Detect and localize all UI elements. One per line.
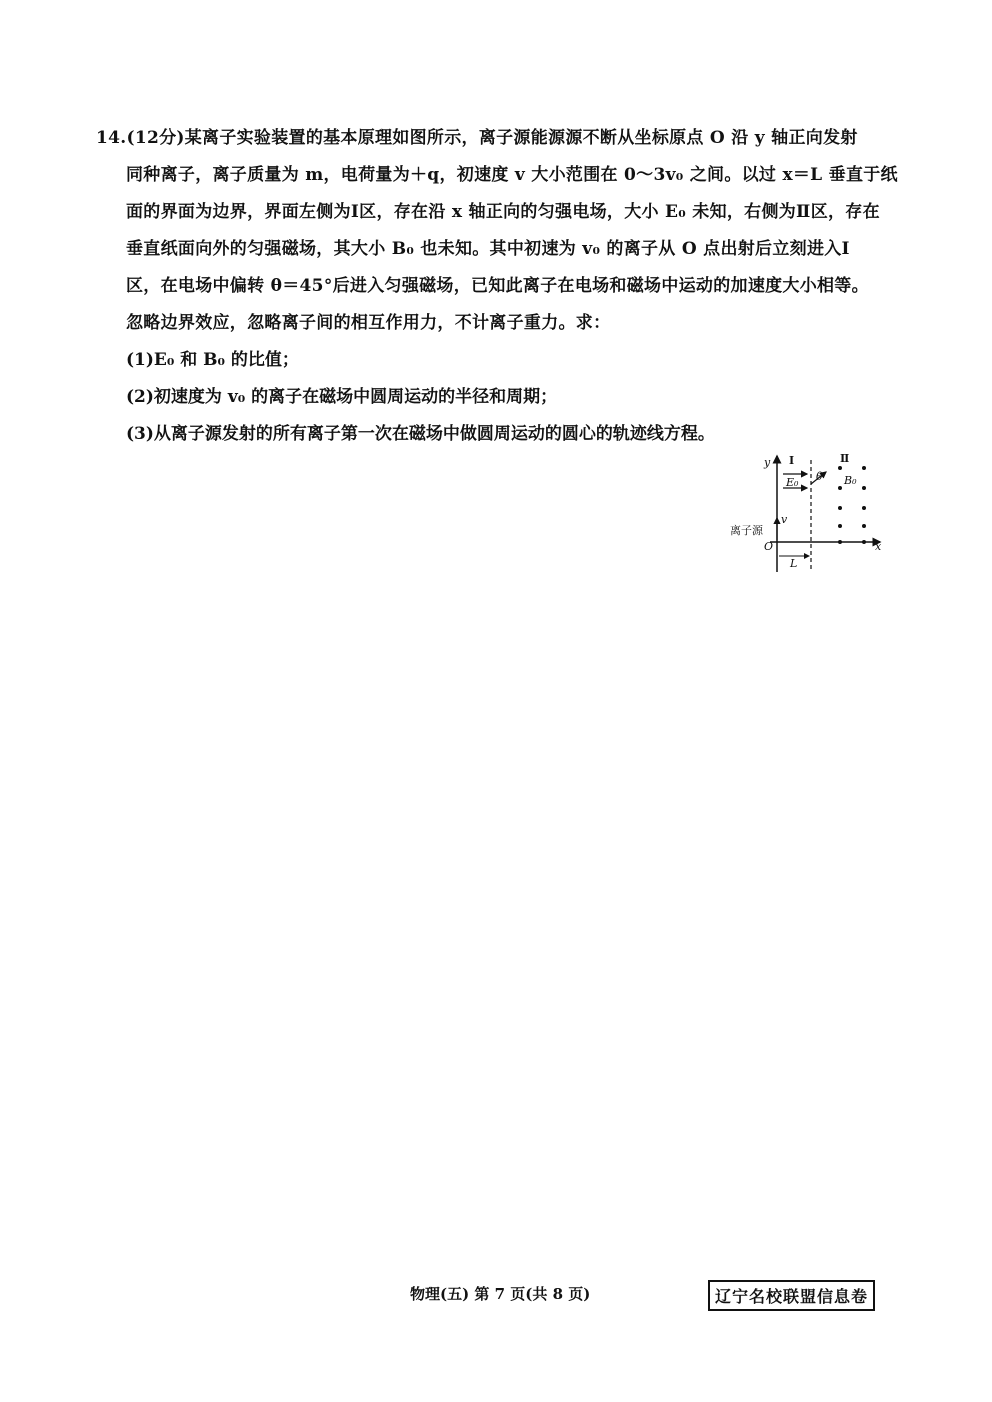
question-line: 区，在电场中偏转 θ＝45°后进入匀强磁场，已知此离子在电场和磁场中运动的加速度大小相等。 <box>126 276 869 296</box>
subquestion-2: (2)初速度为 v₀ 的离子在磁场中圆周运动的半径和周期； <box>126 387 558 407</box>
source-badge: 辽宁名校联盟信息卷 <box>708 1280 875 1311</box>
subquestion-3: (3)从离子源发射的所有离子第一次在磁场中做圆周运动的圆心的轨迹线方程。 <box>126 424 715 444</box>
region-1-label: Ⅰ <box>789 454 795 467</box>
angle-label: θ <box>816 470 823 483</box>
y-axis-label: y <box>764 456 771 469</box>
field-label: E₀ <box>786 476 799 489</box>
x-axis-label: x <box>875 540 882 553</box>
page-footer <box>0 1280 992 1310</box>
subquestion-1: (1)E₀ 和 B₀ 的比值； <box>126 350 299 370</box>
question-line: 面的界面为边界，界面左侧为Ⅰ区，存在沿 x 轴正向的匀强电场，大小 E₀ 未知，右侧为Ⅱ区，存在 <box>126 202 880 222</box>
physics-diagram <box>722 450 892 575</box>
origin-label: O <box>764 540 774 553</box>
source-label: 离子源 <box>730 524 763 537</box>
question-block <box>96 120 896 453</box>
magnetic-field-label: B₀ <box>844 474 857 487</box>
question-line: 同种离子，离子质量为 m，电荷量为＋q，初速度 v 大小范围在 0～3v₀ 之间。以过 x＝L 垂直于纸 <box>126 165 898 185</box>
region-2-label: Ⅱ <box>840 452 850 465</box>
question-line: 垂直纸面向外的匀强磁场，其大小 B₀ 也未知。其中初速为 v₀ 的离子从 O 点出射后立刻进入Ⅰ <box>126 239 850 259</box>
page-info: 物理(五) 第 7 页(共 8 页) <box>410 1285 591 1303</box>
question-line: 忽略边界效应，忽略离子间的相互作用力，不计离子重力。求： <box>126 313 611 333</box>
diagram-svg <box>722 450 892 575</box>
question-line: 14.(12分)某离子实验装置的基本原理如图所示，离子源能源源不断从坐标原点 O 沿 y 轴正向发射 <box>96 128 858 148</box>
velocity-label: v <box>781 513 788 526</box>
distance-label: L <box>790 557 798 570</box>
